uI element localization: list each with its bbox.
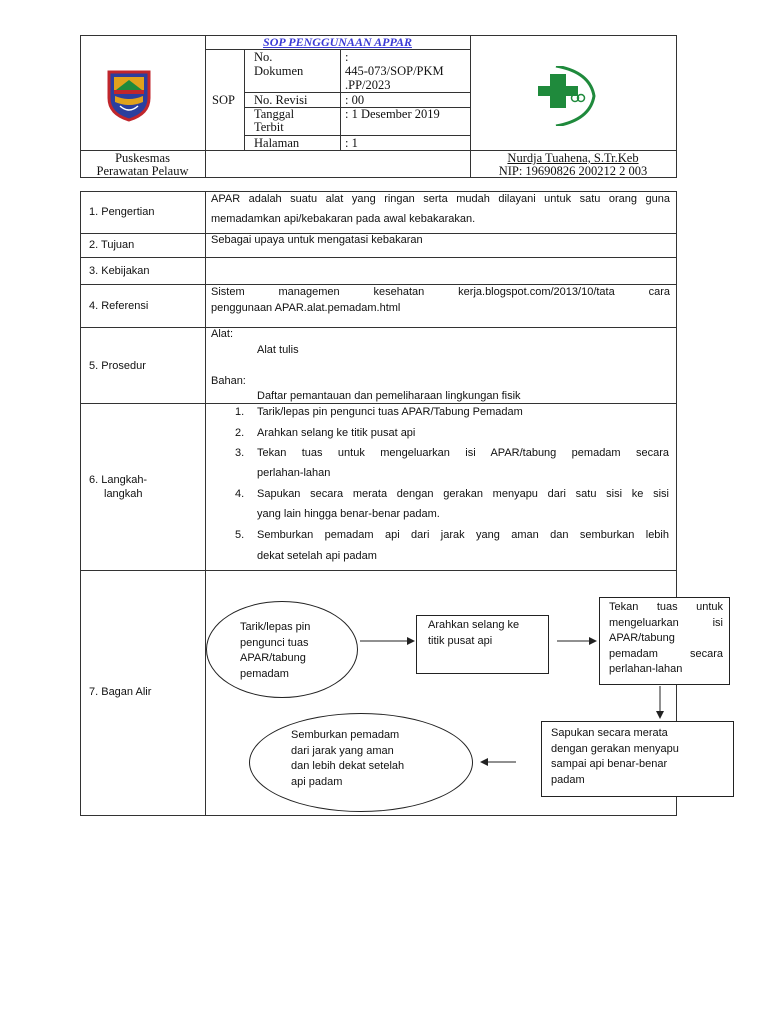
step-text-1: Tarik/lepas pin pengunci tuas APAR/Tabung Pemadam xyxy=(257,406,523,418)
step-text-5b: dekat setelah api padam xyxy=(257,550,377,562)
step-text-3a: Tekan tuas untuk mengeluarkan isi APAR/tabung pemadam secara xyxy=(257,447,669,459)
flow-node-5-text: Semburkan pemadam dari jarak yang aman dan lebih dekat setelah api padam xyxy=(291,729,405,788)
field-value-colon: : xyxy=(345,50,349,64)
step-text-5a: Semburkan pemadam api dari jarak yang aman dan semburkan lebih xyxy=(257,529,669,541)
flow-node-2-text: Arahkan selang ke titik pusat api xyxy=(428,619,520,647)
step-text-3b: perlahan-lahan xyxy=(257,467,331,479)
label-referensi: 4. Referensi xyxy=(89,300,149,312)
tujuan-text: Sebagai upaya untuk mengatasi kebakaran xyxy=(211,234,423,246)
field-label-dokumen: Dokumen xyxy=(254,64,304,78)
label-bagan-alir: 7. Bagan Alir xyxy=(89,686,152,698)
flow-node-4-text: Sapukan secara merata dengan gerakan menyapu sampai api benar-benar padam xyxy=(551,727,679,786)
field-label-tanggal: Tanggal xyxy=(254,107,295,121)
org-name-line1: Puskesmas xyxy=(115,151,170,165)
flow-node-1-text: Tarik/lepas pin pengunci tuas APAR/tabung pemadam xyxy=(240,621,311,680)
signer-name: Nurdja Tuahena, S.Tr.Keb xyxy=(507,151,639,165)
field-label-revisi: No. Revisi xyxy=(254,93,308,107)
prosedur-bahan-label: Bahan: xyxy=(211,375,246,387)
label-prosedur: 5. Prosedur xyxy=(89,360,146,372)
step-number-4: 4. xyxy=(235,488,245,500)
step-number-5: 5. xyxy=(235,529,245,541)
flow-node-3-text: Tekan tuas untuk mengeluarkan isi APAR/tabung pemadam secara perlahan-lahan xyxy=(609,601,723,675)
step-text-2: Arahkan selang ke titik pusat api xyxy=(257,427,416,439)
field-value-dokumen-2: .PP/2023 xyxy=(345,78,391,92)
field-label-terbit: Terbit xyxy=(254,120,284,134)
referensi-text-2: penggunaan APAR.alat.pemadam.html xyxy=(211,302,401,314)
field-value-dokumen-1: 445-073/SOP/PKM xyxy=(345,64,444,78)
label-langkah-2: langkah xyxy=(104,488,143,500)
label-langkah-1: 6. Langkah- xyxy=(89,474,148,486)
step-number-3: 3. xyxy=(235,447,245,459)
field-label-no: No. xyxy=(254,50,273,64)
page-title: SOP PENGGUNAAN APPAR xyxy=(263,35,412,49)
label-pengertian: 1. Pengertian xyxy=(89,206,155,218)
org-name-line2: Perawatan Pelauw xyxy=(96,164,189,178)
pengertian-text-2: memadamkan api/kebakaran pada awal kebakarakan. xyxy=(211,213,476,225)
field-label-halaman: Halaman xyxy=(254,136,300,150)
field-value-halaman: : 1 xyxy=(345,136,358,150)
step-text-4b: yang lain hingga benar-benar padam. xyxy=(257,508,440,520)
prosedur-bahan-item: Daftar pemantauan dan pemeliharaan lingkungan fisik xyxy=(257,390,521,402)
step-number-2: 2. xyxy=(235,427,245,439)
label-kebijakan: 3. Kebijakan xyxy=(89,265,150,277)
step-text-4a: Sapukan secara merata dengan gerakan menyapu dari satu sisi ke sisi xyxy=(257,488,669,500)
field-value-revisi: : 00 xyxy=(345,93,365,107)
label-tujuan: 2. Tujuan xyxy=(89,239,135,251)
referensi-text-1: Sistem managemen kesehatan kerja.blogspot.com/2013/10/tata cara xyxy=(211,286,670,298)
field-value-tanggal: : 1 Desember 2019 xyxy=(345,107,440,121)
pengertian-text-1: APAR adalah suatu alat yang ringan serta mudah dilayani untuk satu orang guna xyxy=(211,193,670,205)
prosedur-alat-item: Alat tulis xyxy=(257,344,299,356)
sop-label: SOP xyxy=(212,93,235,107)
signer-nip: NIP: 19690826 200212 2 003 xyxy=(498,164,648,178)
prosedur-alat-label: Alat: xyxy=(211,328,234,340)
step-number-1: 1. xyxy=(235,406,245,418)
